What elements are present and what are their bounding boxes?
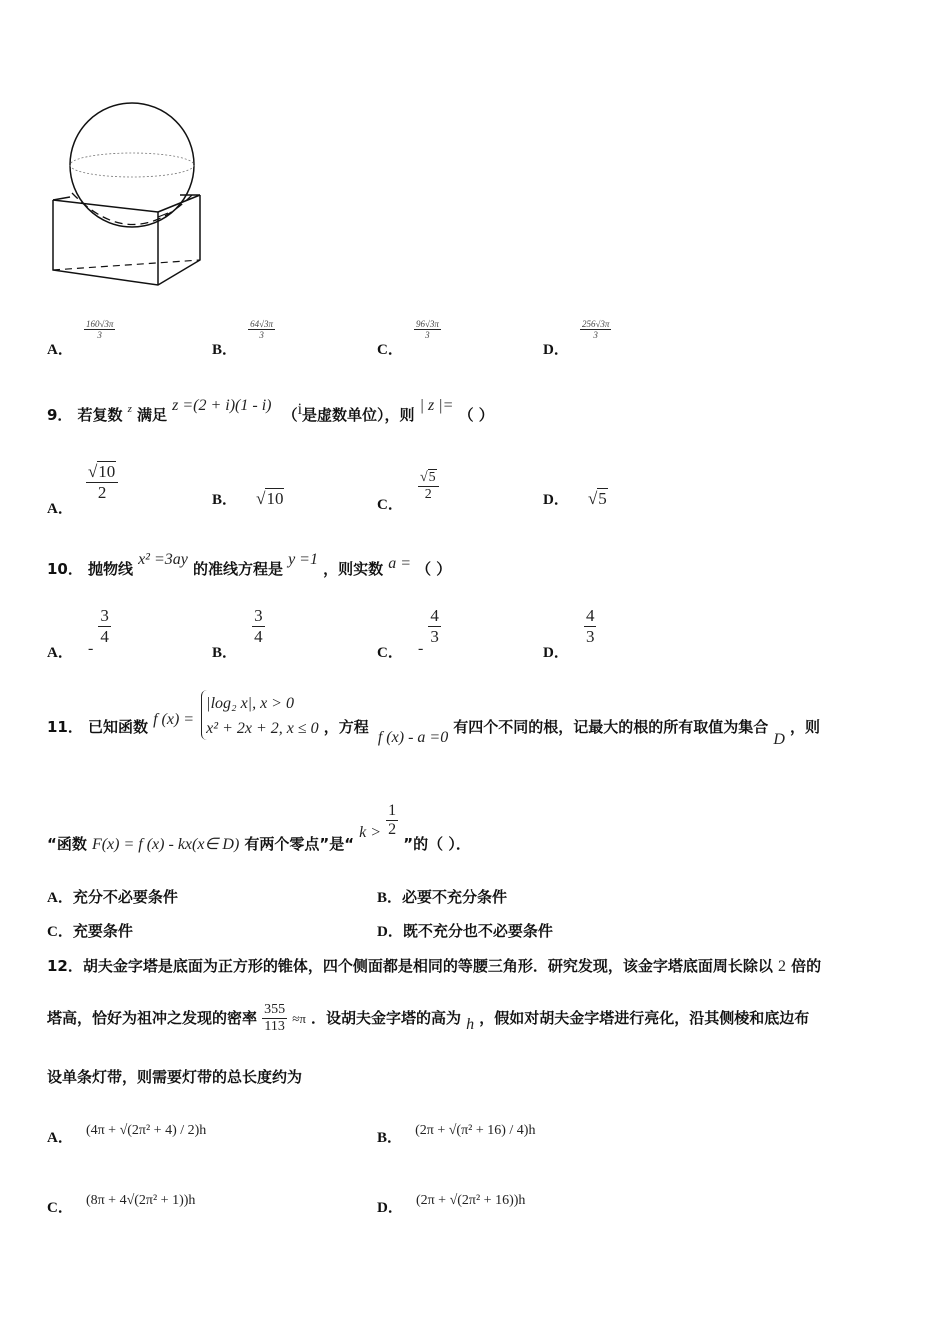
option-fraction: $\frac{√5}{2}$: [418, 470, 439, 503]
q12-option-c[interactable]: C． (8π + 4√(2π² + 1))h: [47, 1193, 196, 1216]
q12-option-a[interactable]: A． (4π + √(2π² + 4) / 2)h: [47, 1123, 207, 1146]
piecewise-brace: |log₂ x|, x > 0 x² + 2x + 2, x ≤ 0: [201, 690, 318, 740]
question-12-line2: 塔高，恰好为祖冲之发现的密率 $\frac{355}{113}$ ≈π ．设胡夫金字塔的高为 h ，假如对胡夫金字塔进行亮化，沿其侧棱和底边布: [47, 1002, 810, 1035]
q9-option-b[interactable]: B． √10: [212, 489, 284, 508]
question-12-line1: 12．胡夫金字塔是底面为正方形的锥体，四个侧面都是相同的等腰三角形．研究发现，该金字塔底面周长除以 2 倍的: [47, 957, 822, 975]
q10-option-b[interactable]: B． $\frac{3}{4}$: [212, 606, 263, 661]
q10-option-c[interactable]: C． - $\frac{4}{3}$: [377, 606, 439, 661]
q11-option-c[interactable]: C．充要条件: [47, 922, 133, 940]
q12-option-b[interactable]: B． (2π + √(π² + 16) / 4)h: [377, 1123, 536, 1146]
option-fraction: $\frac{64√3\pi}{3}$: [250, 318, 274, 340]
question-11-line2: “函数 F(x) = f (x) - kx(x∈ D) 有两个零点”是“ k > $\frac{1}{2}$ ”的（ ）．: [47, 802, 471, 854]
question-12-line3: 设单条灯带，则需要灯带的总长度约为: [47, 1068, 303, 1086]
q10-option-d[interactable]: D． $\frac{4}{3}$: [543, 606, 595, 661]
q9-option-d[interactable]: D． √5: [543, 489, 607, 508]
question-10: 10． 抛物线 x² =3ay 的准线方程是 y =1 ，则实数 a = （ ）: [47, 551, 452, 578]
q9-formula: z =(2 + i)(1 - i): [172, 397, 272, 414]
q8-option-b[interactable]: [212, 318, 275, 358]
q8-option-a[interactable]: [47, 318, 115, 358]
q11-option-a[interactable]: A．充分不必要条件: [47, 888, 178, 906]
option-fraction: $\frac{256√3\pi}{3}$: [581, 318, 610, 340]
option-fraction: $\frac{160√3\pi}{3}$: [85, 318, 114, 340]
option-label: B．: [212, 342, 238, 358]
option-label: D．: [543, 342, 569, 358]
option-label: C．: [377, 342, 403, 358]
option-fraction: $\frac{96√3\pi}{3}$: [415, 318, 439, 340]
q10-formula: x² =3ay: [138, 551, 188, 568]
q10-option-a[interactable]: A． - $\frac{3}{4}$: [47, 606, 109, 661]
question-9: 9． 若复数 $^z$ 满足 z =(2 + i)(1 - i) （i是虚数单位），则 | z |= （ ）: [47, 397, 494, 424]
option-fraction: $\frac{√10}{2}$: [86, 462, 118, 502]
q11-option-d[interactable]: D．既不充分也不必要条件: [377, 922, 553, 940]
q12-option-d[interactable]: D． (2π + √(2π² + 16))h: [377, 1193, 526, 1216]
q8-option-c[interactable]: [377, 318, 441, 358]
option-label: A．: [47, 342, 73, 358]
q8-option-d[interactable]: [543, 318, 611, 358]
q9-option-a[interactable]: A． $\frac{√10}{2}$: [47, 462, 118, 502]
q9-abs-z: | z |=: [419, 397, 454, 414]
question-11-line1: 11． 已知函数 f (x) = |log₂ x|, x > 0 x² + 2x + 2, x ≤ 0 ，方程 f (x) - a =0 有四个不同的根，记最大的根的所有取值为集合 D ，则: [47, 690, 820, 740]
q9-option-c[interactable]: C． $\frac{√5}{2}$: [377, 470, 439, 503]
sphere-prism-figure: [40, 95, 220, 295]
q11-option-b[interactable]: B．必要不充分条件: [377, 888, 508, 906]
